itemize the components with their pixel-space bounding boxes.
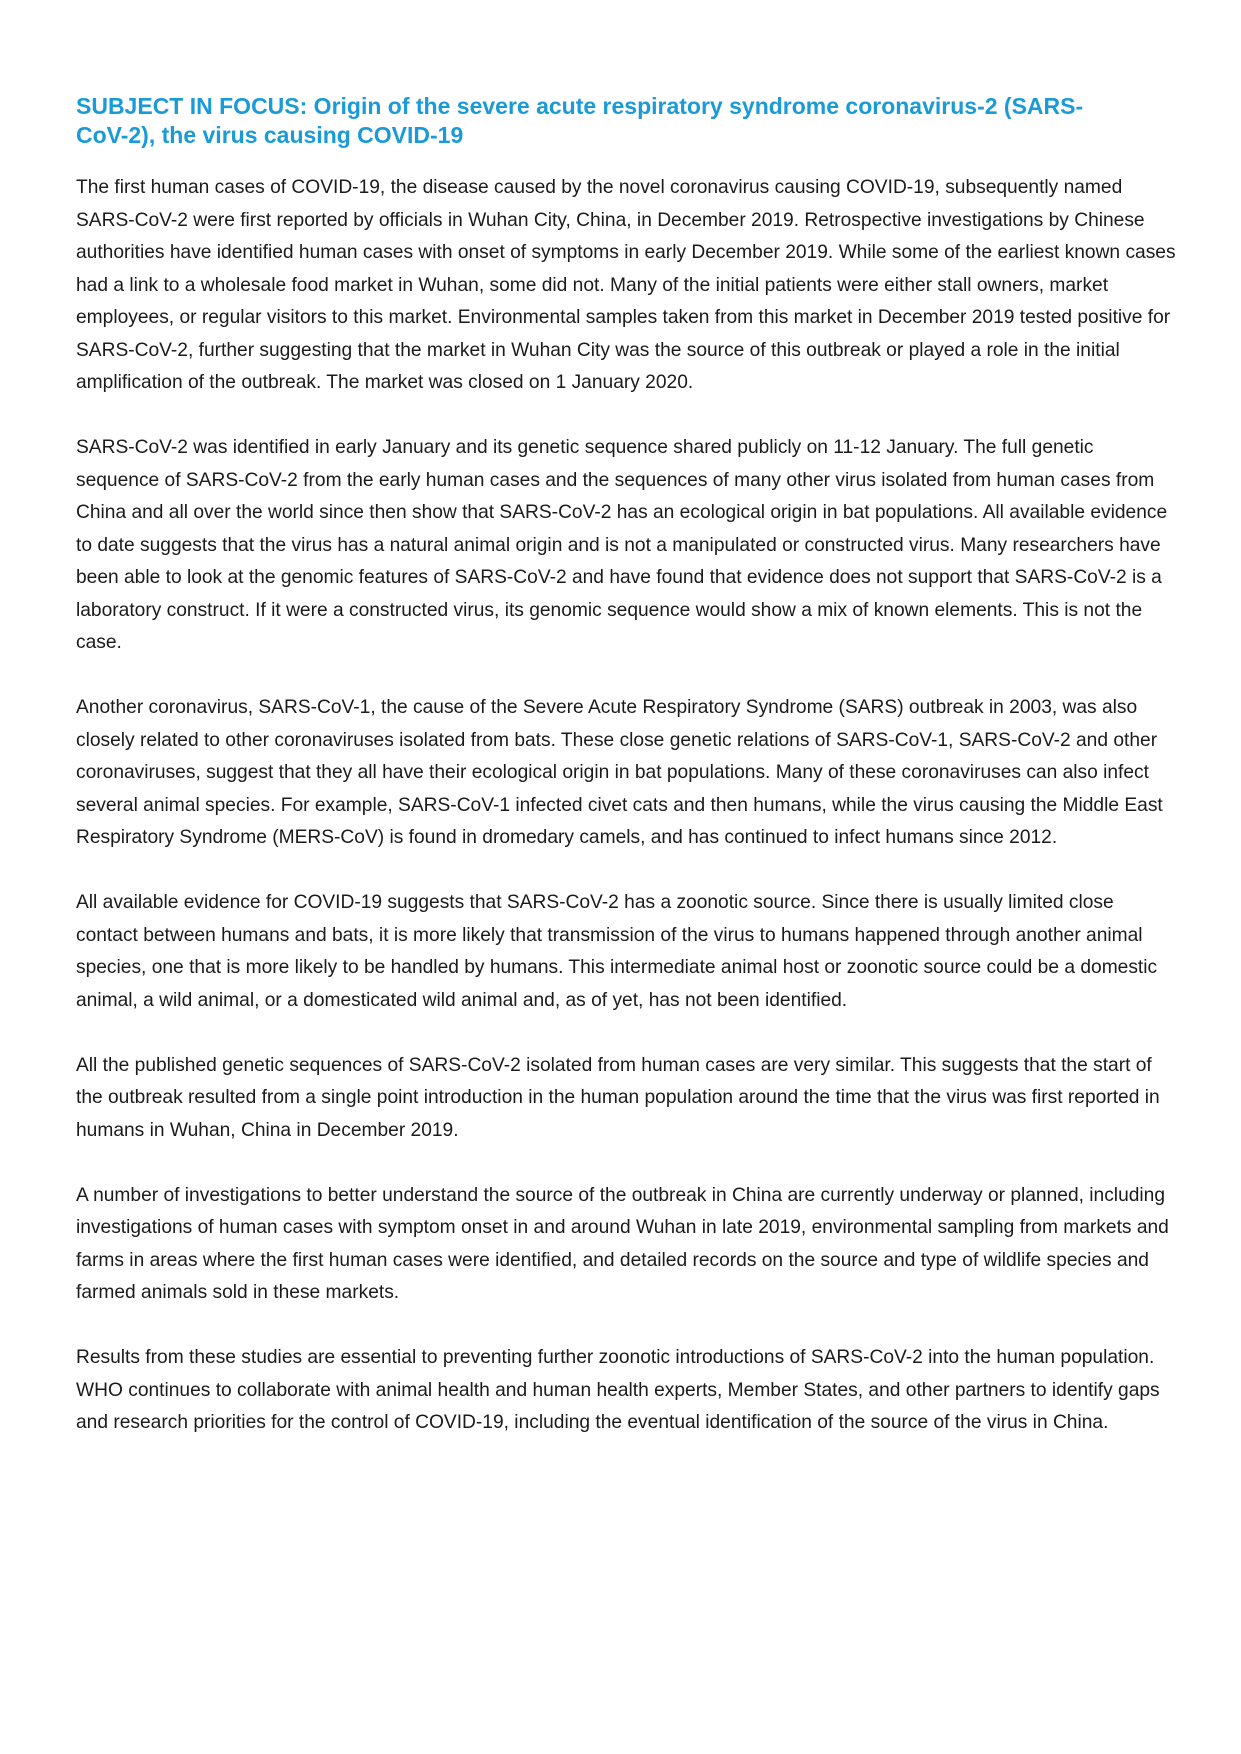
- paragraph-single-introduction: All the published genetic sequences of SARS-CoV-2 isolated from human cases are very similar. This suggests that the start of the outbreak resulted from a single point introduction in the human population around the time that the virus was first reported in humans in Wuhan, China in December 2019.: [76, 1054, 1160, 1141]
- paragraph-genetic-sequence: SARS-CoV-2 was identified in early January and its genetic sequence shared publicly on 11-12 January. The full genetic sequence of SARS-CoV-2 from the early human cases and the sequences of many other virus isolated from human cases from China and all over the world since then show that SARS-CoV-2 has an ecological origin in bat populations. All available evidence to date suggests that the virus has a natural animal origin and is not a manipulated or constructed virus. Many researchers have been able to look at the genomic features of SARS-CoV-2 and have found that evidence does not support that SARS-CoV-2 is a laboratory construct. If it were a constructed virus, its genomic sequence would show a mix of known elements. This is not the case.: [76, 437, 1168, 653]
- paragraph-other-coronaviruses: Another coronavirus, SARS-CoV-1, the cause of the Severe Acute Respiratory Syndrome (SARS) outbreak in 2003, was also closely related to other coronaviruses isolated from bats. These close genetic relations of SARS-CoV-1, SARS-CoV-2 and other coronaviruses, suggest that they all have their ecological origin in bat populations. Many of these coronaviruses can also infect several animal species. For example, SARS-CoV-1 infected civet cats and then humans, while the virus causing the Middle East Respiratory Syndrome (MERS-CoV) is found in dromedary camels, and has continued to infect humans since 2012.: [76, 697, 1163, 848]
- document-title: SUBJECT IN FOCUS: Origin of the severe acute respiratory syndrome coronavirus-2 (SARS-CoV-2), the virus causing COVID-19: [76, 93, 1084, 148]
- paragraph-zoonotic-source: All available evidence for COVID-19 suggests that SARS-CoV-2 has a zoonotic source. Since there is usually limited close contact between humans and bats, it is more likely that transmission of the virus to humans happened through another animal species, one that is more likely to be handled by humans. This intermediate animal host or zoonotic source could be a domestic animal, a wild animal, or a domesticated wild animal and, as of yet, has not been identified.: [76, 892, 1158, 1011]
- paragraph-investigations: A number of investigations to better understand the source of the outbreak in China are currently underway or planned, including investigations of human cases with symptom onset in and around Wuhan in late 2019, environmental sampling from markets and farms in areas where the first human cases were identified, and detailed records on the source and type of wildlife species and farmed animals sold in these markets.: [76, 1184, 1169, 1303]
- paragraph-first-cases: The first human cases of COVID-19, the disease caused by the novel coronavirus causing COVID-19, subsequently named SARS-CoV-2 were first reported by officials in Wuhan City, China, in December 2019. Retrospective investigations by Chinese authorities have identified human cases with onset of symptoms in early December 2019. While some of the earliest known cases had a link to a wholesale food market in Wuhan, some did not. Many of the initial patients were either stall owners, market employees, or regular visitors to this market. Environmental samples taken from this market in December 2019 tested positive for SARS-CoV-2, further suggesting that the market in Wuhan City was the source of this outbreak or played a role in the initial amplification of the outbreak. The market was closed on 1 January 2020.: [76, 177, 1176, 393]
- paragraph-results: Results from these studies are essential to preventing further zoonotic introductions of SARS-CoV-2 into the human population. WHO continues to collaborate with animal health and human health experts, Member States, and other partners to identify gaps and research priorities for the control of COVID-19, including the eventual identification of the source of the virus in China.: [76, 1347, 1160, 1433]
- document-body: [76, 172, 1176, 1440]
- document-content: [76, 92, 1176, 1472]
